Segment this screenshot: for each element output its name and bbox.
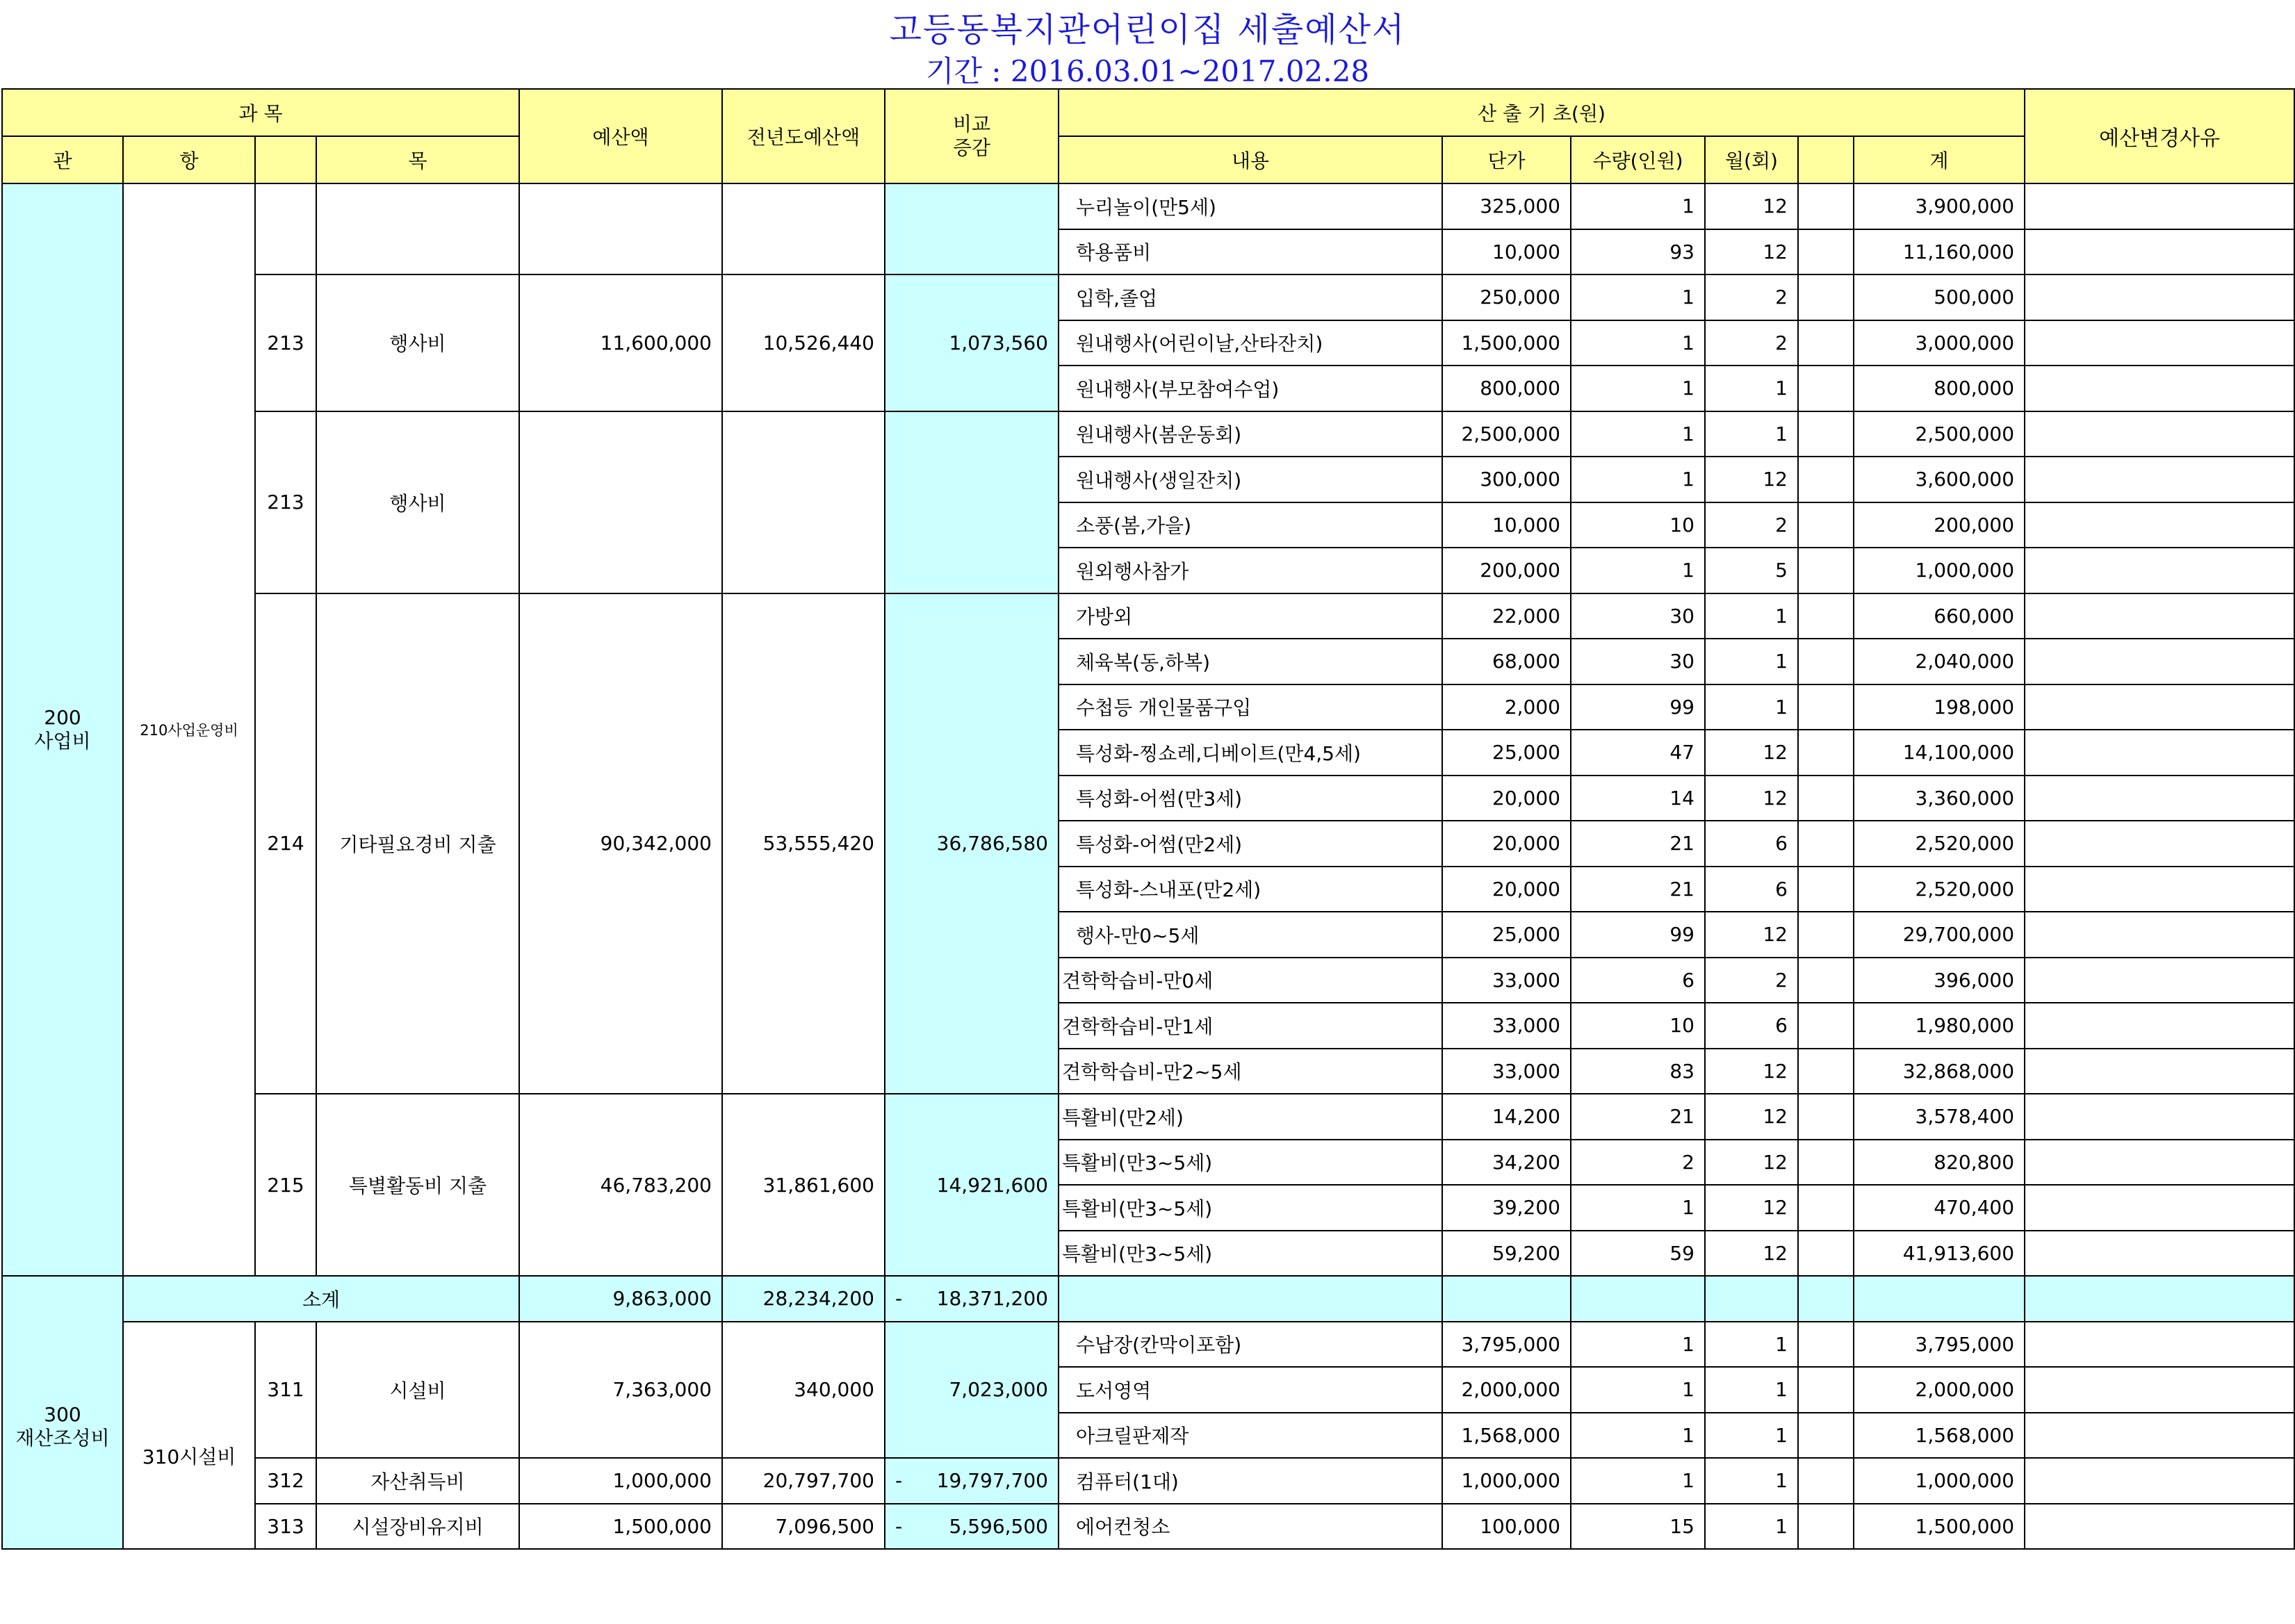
item-content: 견학학습비-만0세	[1059, 958, 1442, 1003]
item-months: 1	[1705, 411, 1798, 457]
prev-budget-value: 20,797,700	[722, 1458, 885, 1504]
item-reason	[2025, 1413, 2294, 1459]
item-unit-price: 33,000	[1442, 958, 1571, 1003]
diff-value: 5,596,500	[949, 1514, 1048, 1538]
item-reason	[2025, 183, 2294, 229]
item-qty: 30	[1571, 593, 1705, 639]
item-blank	[1798, 639, 1854, 684]
item-total: 3,360,000	[1854, 776, 2025, 821]
item-content: 원내행사(부모참여수업)	[1059, 366, 1442, 411]
table-row	[2, 1094, 2294, 1140]
item-unit-price: 1,500,000	[1442, 320, 1571, 366]
header-mok: 목	[316, 136, 519, 183]
header-row-2	[2, 136, 2294, 183]
item-blank	[1798, 1458, 1854, 1504]
item-total: 200,000	[1854, 502, 2025, 548]
prev-budget-value: 7,096,500	[722, 1504, 885, 1550]
table-row	[2, 593, 2294, 639]
item-unit-price: 325,000	[1442, 183, 1571, 229]
item-content: 특활비(만3~5세)	[1059, 1185, 1442, 1231]
item-reason	[2025, 1322, 2294, 1368]
item-months: 1	[1705, 1367, 1798, 1413]
item-months: 1	[1705, 684, 1798, 730]
table-row	[2, 274, 2294, 320]
subtotal-prev: 28,234,200	[722, 1276, 885, 1322]
hang-310: 310시설비	[123, 1322, 255, 1550]
diff-empty	[885, 411, 1059, 593]
item-total: 3,795,000	[1854, 1322, 2025, 1368]
item-reason	[2025, 684, 2294, 730]
item-qty: 1	[1571, 320, 1705, 366]
item-blank	[1798, 958, 1854, 1003]
prev-budget-value: 10,526,440	[722, 274, 885, 411]
budget-value: 46,783,200	[519, 1094, 722, 1276]
table-row	[2, 411, 2294, 457]
item-blank	[1798, 548, 1854, 593]
item-months: 6	[1705, 821, 1798, 867]
item-total: 500,000	[1854, 274, 2025, 320]
diff-value: 14,921,600	[885, 1094, 1059, 1276]
item-content: 수납장(칸막이포함)	[1059, 1322, 1442, 1368]
diff-value: 7,023,000	[885, 1322, 1059, 1459]
budget-value: 1,500,000	[519, 1504, 722, 1550]
item-qty: 1	[1571, 1367, 1705, 1413]
mok-code: 312	[255, 1458, 316, 1504]
item-reason	[2025, 1094, 2294, 1140]
item-total: 1,000,000	[1854, 1458, 2025, 1504]
item-content: 수첩등 개인물품구입	[1059, 684, 1442, 730]
item-months: 12	[1705, 1140, 1798, 1186]
mok-code-empty	[255, 183, 316, 274]
item-reason	[2025, 320, 2294, 366]
item-months: 12	[1705, 1231, 1798, 1277]
subtotal-empty	[1854, 1276, 2025, 1322]
budget-value: 90,342,000	[519, 593, 722, 1094]
item-reason	[2025, 1367, 2294, 1413]
item-blank	[1798, 1413, 1854, 1459]
mok-name: 기타필요경비 지출	[316, 593, 519, 1094]
item-qty: 6	[1571, 958, 1705, 1003]
item-content: 학용품비	[1059, 229, 1442, 275]
header-blank	[255, 136, 316, 183]
item-content: 입학,졸업	[1059, 274, 1442, 320]
item-qty: 1	[1571, 183, 1705, 229]
item-reason	[2025, 1185, 2294, 1231]
item-content: 컴퓨터(1대)	[1059, 1458, 1442, 1504]
item-unit-price: 100,000	[1442, 1504, 1571, 1550]
diff-empty	[885, 183, 1059, 274]
item-blank	[1798, 1367, 1854, 1413]
subtotal-empty	[1059, 1276, 1442, 1322]
item-months: 12	[1705, 183, 1798, 229]
item-unit-price: 33,000	[1442, 1049, 1571, 1094]
gwan-300: 300 재산조성비	[2, 1276, 123, 1549]
header-hang: 항	[123, 136, 255, 183]
subtotal-label: 소계	[123, 1276, 519, 1322]
item-total: 2,000,000	[1854, 1367, 2025, 1413]
table-row	[2, 1504, 2294, 1550]
item-unit-price: 200,000	[1442, 548, 1571, 593]
item-blank	[1798, 1185, 1854, 1231]
item-unit-price: 68,000	[1442, 639, 1571, 684]
diff-cell	[885, 1458, 1059, 1504]
header-row-1	[2, 89, 2294, 136]
item-total: 3,900,000	[1854, 183, 2025, 229]
item-reason	[2025, 958, 2294, 1003]
item-content: 체육복(동,하복)	[1059, 639, 1442, 684]
item-reason	[2025, 1458, 2294, 1504]
item-content: 특활비(만3~5세)	[1059, 1231, 1442, 1277]
item-reason	[2025, 366, 2294, 411]
item-blank	[1798, 1322, 1854, 1368]
diff-value: 18,371,200	[936, 1287, 1048, 1311]
item-months: 12	[1705, 730, 1798, 776]
item-content: 누리놀이(만5세)	[1059, 183, 1442, 229]
header-reason: 예산변경사유	[2025, 89, 2294, 183]
item-qty: 83	[1571, 1049, 1705, 1094]
prev-budget-value: 340,000	[722, 1322, 885, 1459]
item-unit-price: 1,568,000	[1442, 1413, 1571, 1459]
item-content: 특성화-찡쇼레,디베이트(만4,5세)	[1059, 730, 1442, 776]
item-unit-price: 20,000	[1442, 776, 1571, 821]
hang-210-a: 210사업운영비	[123, 183, 255, 1276]
item-reason	[2025, 867, 2294, 912]
budget-value: 11,600,000	[519, 274, 722, 411]
item-months: 12	[1705, 1049, 1798, 1094]
item-months: 12	[1705, 229, 1798, 275]
item-total: 1,980,000	[1854, 1003, 2025, 1049]
mok-name-empty	[316, 183, 519, 274]
item-reason	[2025, 229, 2294, 275]
item-unit-price: 34,200	[1442, 1140, 1571, 1186]
negative-sign: -	[895, 1469, 903, 1493]
item-total: 660,000	[1854, 593, 2025, 639]
item-qty: 99	[1571, 684, 1705, 730]
item-reason	[2025, 548, 2294, 593]
item-unit-price: 800,000	[1442, 366, 1571, 411]
item-total: 470,400	[1854, 1185, 2025, 1231]
item-total: 2,520,000	[1854, 821, 2025, 867]
item-total: 3,600,000	[1854, 457, 2025, 502]
item-qty: 59	[1571, 1231, 1705, 1277]
prev-budget-value: 53,555,420	[722, 593, 885, 1094]
item-months: 1	[1705, 366, 1798, 411]
item-qty: 1	[1571, 274, 1705, 320]
item-qty: 2	[1571, 1140, 1705, 1186]
item-reason	[2025, 1049, 2294, 1094]
mok-name: 행사비	[316, 274, 519, 411]
table-row	[2, 1322, 2294, 1368]
item-months: 2	[1705, 958, 1798, 1003]
item-blank	[1798, 593, 1854, 639]
item-qty: 1	[1571, 1185, 1705, 1231]
item-content: 가방외	[1059, 593, 1442, 639]
item-total: 2,040,000	[1854, 639, 2025, 684]
item-unit-price: 20,000	[1442, 867, 1571, 912]
subtotal-empty	[2025, 1276, 2294, 1322]
item-unit-price: 300,000	[1442, 457, 1571, 502]
item-blank	[1798, 730, 1854, 776]
item-blank	[1798, 821, 1854, 867]
diff-value: 36,786,580	[885, 593, 1059, 1094]
item-blank	[1798, 274, 1854, 320]
diff-cell	[885, 1504, 1059, 1550]
header-total: 계	[1854, 136, 2025, 183]
item-content: 특활비(만2세)	[1059, 1094, 1442, 1140]
item-reason	[2025, 1140, 2294, 1186]
header-budget: 예산액	[519, 89, 722, 183]
diff-value: 19,797,700	[936, 1469, 1048, 1493]
item-months: 1	[1705, 1504, 1798, 1550]
header-prev-budget: 전년도예산액	[722, 89, 885, 183]
item-total: 800,000	[1854, 366, 2025, 411]
item-qty: 99	[1571, 912, 1705, 958]
item-qty: 14	[1571, 776, 1705, 821]
item-total: 1,500,000	[1854, 1504, 2025, 1550]
item-total: 41,913,600	[1854, 1231, 2025, 1277]
subtotal-empty	[1705, 1276, 1798, 1322]
subtotal-empty	[1442, 1276, 1571, 1322]
item-blank	[1798, 502, 1854, 548]
item-qty: 15	[1571, 1504, 1705, 1550]
item-months: 12	[1705, 912, 1798, 958]
item-total: 2,520,000	[1854, 867, 2025, 912]
item-reason	[2025, 274, 2294, 320]
item-reason	[2025, 502, 2294, 548]
item-unit-price: 25,000	[1442, 730, 1571, 776]
item-blank	[1798, 776, 1854, 821]
item-unit-price: 250,000	[1442, 274, 1571, 320]
header-blank2	[1798, 136, 1854, 183]
item-content: 특성화-어썸(만2세)	[1059, 821, 1442, 867]
item-total: 11,160,000	[1854, 229, 2025, 275]
item-total: 3,000,000	[1854, 320, 2025, 366]
item-months: 1	[1705, 1413, 1798, 1459]
item-unit-price: 2,500,000	[1442, 411, 1571, 457]
table-row	[2, 1458, 2294, 1504]
item-reason	[2025, 776, 2294, 821]
diff-value: 1,073,560	[885, 274, 1059, 411]
item-qty: 1	[1571, 1322, 1705, 1368]
header-content: 내용	[1059, 136, 1442, 183]
negative-sign: -	[895, 1287, 903, 1311]
item-blank	[1798, 183, 1854, 229]
item-blank	[1798, 1140, 1854, 1186]
header-basis: 산 출 기 초(원)	[1059, 89, 2025, 136]
subtotal-row	[2, 1276, 2294, 1322]
item-content: 아크릴판제작	[1059, 1413, 1442, 1459]
item-months: 1	[1705, 1322, 1798, 1368]
item-qty: 1	[1571, 1458, 1705, 1504]
item-qty: 21	[1571, 1094, 1705, 1140]
mok-code: 311	[255, 1322, 316, 1459]
table-row	[2, 183, 2294, 229]
item-blank	[1798, 457, 1854, 502]
item-content: 원내행사(생일잔치)	[1059, 457, 1442, 502]
item-blank	[1798, 1094, 1854, 1140]
item-content: 견학학습비-만2~5세	[1059, 1049, 1442, 1094]
item-qty: 1	[1571, 457, 1705, 502]
item-months: 12	[1705, 776, 1798, 821]
item-content: 견학학습비-만1세	[1059, 1003, 1442, 1049]
header-subject: 과 목	[2, 89, 519, 136]
header-compare: 비교 증감	[885, 89, 1059, 183]
item-blank	[1798, 1003, 1854, 1049]
item-blank	[1798, 1504, 1854, 1550]
item-total: 396,000	[1854, 958, 2025, 1003]
mok-name: 시설장비유지비	[316, 1504, 519, 1550]
item-months: 12	[1705, 1094, 1798, 1140]
item-qty: 30	[1571, 639, 1705, 684]
budget-table	[1, 88, 2295, 1550]
item-total: 1,000,000	[1854, 548, 2025, 593]
mok-code: 214	[255, 593, 316, 1094]
item-total: 1,568,000	[1854, 1413, 2025, 1459]
item-content: 원내행사(어린이날,산타잔치)	[1059, 320, 1442, 366]
mok-name: 자산취득비	[316, 1458, 519, 1504]
mok-code: 215	[255, 1094, 316, 1276]
mok-code: 213	[255, 274, 316, 411]
item-qty: 93	[1571, 229, 1705, 275]
item-blank	[1798, 366, 1854, 411]
item-reason	[2025, 821, 2294, 867]
item-qty: 10	[1571, 1003, 1705, 1049]
subtotal-diff	[885, 1276, 1059, 1322]
gwan-200: 200 사업비	[2, 183, 123, 1276]
prev-budget-value: 31,861,600	[722, 1094, 885, 1276]
item-unit-price: 2,000	[1442, 684, 1571, 730]
item-blank	[1798, 1231, 1854, 1277]
item-qty: 1	[1571, 366, 1705, 411]
prev-empty	[722, 411, 885, 593]
item-months: 2	[1705, 320, 1798, 366]
item-months: 2	[1705, 502, 1798, 548]
item-qty: 21	[1571, 867, 1705, 912]
subtotal-empty	[1571, 1276, 1705, 1322]
subtotal-empty	[1798, 1276, 1854, 1322]
item-blank	[1798, 1049, 1854, 1094]
item-content: 도서영역	[1059, 1367, 1442, 1413]
mok-name: 특별활동비 지출	[316, 1094, 519, 1276]
item-content: 에어컨청소	[1059, 1504, 1442, 1550]
item-reason	[2025, 1003, 2294, 1049]
item-reason	[2025, 639, 2294, 684]
item-content: 특성화-스내포(만2세)	[1059, 867, 1442, 912]
budget-empty	[519, 183, 722, 274]
item-qty: 1	[1571, 411, 1705, 457]
item-blank	[1798, 684, 1854, 730]
mok-code: 213	[255, 411, 316, 593]
document-title: 고등동복지관어린이집 세출예산서	[889, 10, 1406, 49]
item-qty: 21	[1571, 821, 1705, 867]
budget-value: 7,363,000	[519, 1322, 722, 1459]
mok-code: 313	[255, 1504, 316, 1550]
item-total: 29,700,000	[1854, 912, 2025, 958]
item-unit-price: 1,000,000	[1442, 1458, 1571, 1504]
mok-name: 시설비	[316, 1322, 519, 1459]
negative-sign: -	[895, 1514, 903, 1538]
item-unit-price: 25,000	[1442, 912, 1571, 958]
item-content: 특성화-어썸(만3세)	[1059, 776, 1442, 821]
item-qty: 10	[1571, 502, 1705, 548]
item-reason	[2025, 593, 2294, 639]
item-months: 6	[1705, 867, 1798, 912]
item-unit-price: 10,000	[1442, 502, 1571, 548]
item-reason	[2025, 1504, 2294, 1550]
header-gwan: 관	[2, 136, 123, 183]
item-content: 원내행사(봄운동회)	[1059, 411, 1442, 457]
item-content: 특활비(만3~5세)	[1059, 1140, 1442, 1186]
item-unit-price: 39,200	[1442, 1185, 1571, 1231]
item-reason	[2025, 912, 2294, 958]
item-unit-price: 22,000	[1442, 593, 1571, 639]
item-months: 2	[1705, 274, 1798, 320]
item-unit-price: 20,000	[1442, 821, 1571, 867]
item-months: 12	[1705, 457, 1798, 502]
item-blank	[1798, 912, 1854, 958]
item-months: 6	[1705, 1003, 1798, 1049]
item-total: 820,800	[1854, 1140, 2025, 1186]
item-content: 원외행사참가	[1059, 548, 1442, 593]
budget-empty	[519, 411, 722, 593]
item-unit-price: 14,200	[1442, 1094, 1571, 1140]
item-content: 소풍(봄,가을)	[1059, 502, 1442, 548]
document-period: 기간 : 2016.03.01~2017.02.28	[925, 54, 1370, 88]
item-qty: 1	[1571, 1413, 1705, 1459]
item-months: 12	[1705, 1185, 1798, 1231]
item-total: 198,000	[1854, 684, 2025, 730]
item-content: 행사-만0~5세	[1059, 912, 1442, 958]
header-months: 월(회)	[1705, 136, 1798, 183]
item-months: 1	[1705, 639, 1798, 684]
item-total: 14,100,000	[1854, 730, 2025, 776]
header-qty: 수량(인원)	[1571, 136, 1705, 183]
subtotal-budget: 9,863,000	[519, 1276, 722, 1322]
item-months: 1	[1705, 593, 1798, 639]
budget-value: 1,000,000	[519, 1458, 722, 1504]
item-unit-price: 33,000	[1442, 1003, 1571, 1049]
item-blank	[1798, 411, 1854, 457]
item-months: 1	[1705, 1458, 1798, 1504]
item-total: 2,500,000	[1854, 411, 2025, 457]
item-qty: 47	[1571, 730, 1705, 776]
mok-name: 행사비	[316, 411, 519, 593]
item-blank	[1798, 320, 1854, 366]
prev-empty	[722, 183, 885, 274]
item-reason	[2025, 1231, 2294, 1277]
item-months: 5	[1705, 548, 1798, 593]
item-total: 32,868,000	[1854, 1049, 2025, 1094]
item-unit-price: 59,200	[1442, 1231, 1571, 1277]
item-total: 3,578,400	[1854, 1094, 2025, 1140]
item-blank	[1798, 229, 1854, 275]
item-qty: 1	[1571, 548, 1705, 593]
item-reason	[2025, 457, 2294, 502]
item-blank	[1798, 867, 1854, 912]
item-unit-price: 10,000	[1442, 229, 1571, 275]
item-unit-price: 3,795,000	[1442, 1322, 1571, 1368]
item-unit-price: 2,000,000	[1442, 1367, 1571, 1413]
header-unit-price: 단가	[1442, 136, 1571, 183]
item-reason	[2025, 411, 2294, 457]
item-reason	[2025, 730, 2294, 776]
